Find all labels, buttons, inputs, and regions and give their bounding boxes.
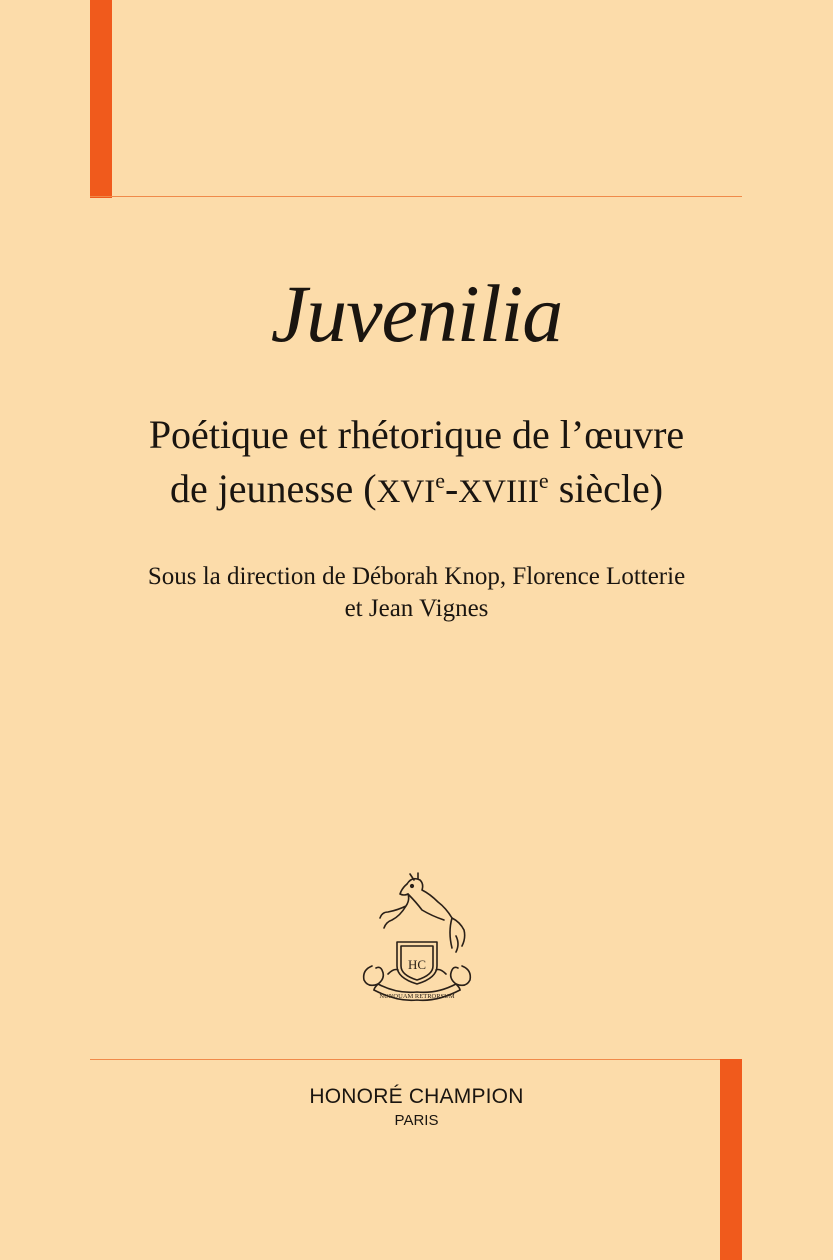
top-divider <box>90 196 742 197</box>
bottom-divider <box>90 1059 742 1060</box>
editors-line-1: Sous la direction de Déborah Knop, Florence Lotterie <box>147 563 686 590</box>
editors-line-2: et Jean Vignes <box>344 595 489 622</box>
top-accent-bar <box>90 0 112 198</box>
century-start-sup: e <box>435 468 445 493</box>
book-title: Juvenilia <box>270 268 563 359</box>
book-subtitle <box>60 408 773 519</box>
subtitle-suffix: siècle) <box>548 466 664 511</box>
subtitle-line-2 <box>60 462 773 519</box>
emblem-motto: NUNQUAM RETRORSUM <box>379 993 455 1000</box>
century-start: XVI <box>376 474 436 510</box>
century-end-sup: e <box>538 468 549 493</box>
publisher-name: HONORÉ CHAMPION <box>309 1085 524 1108</box>
century-end: XVIII <box>458 474 539 510</box>
subtitle-line-1: Poétique et rhétorique de l’œuvre <box>148 412 685 457</box>
rearing-horse-emblem-icon <box>352 870 482 1010</box>
emblem-monogram: HC <box>407 957 427 972</box>
editors <box>60 561 773 625</box>
century-dash: - <box>444 466 459 511</box>
publisher-city: PARIS <box>394 1112 439 1129</box>
subtitle-prefix: de jeunesse ( <box>169 466 377 511</box>
